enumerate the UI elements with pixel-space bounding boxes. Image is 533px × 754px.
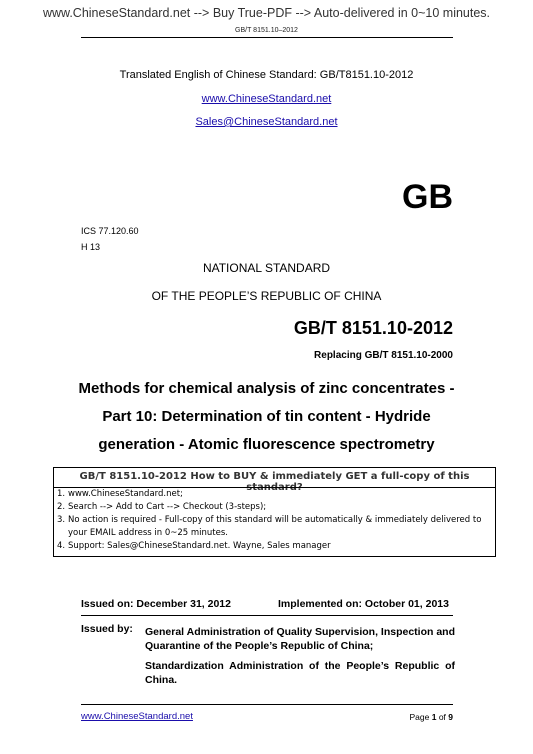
implemented-on-date: Implemented on: October 01, 2013 (278, 598, 449, 610)
email-link[interactable]: Sales@ChineseStandard.net (195, 116, 338, 128)
issuer-aqsiq: General Administration of Quality Supervision, Inspection and Quarantine of the People’s Republic of China; (145, 626, 455, 652)
buy-info-box (53, 467, 496, 557)
page-prefix: Page (409, 712, 432, 722)
ics-code: ICS 77.120.60 (81, 226, 139, 236)
list-item-number: 1. (57, 489, 66, 499)
issued-on-date: Issued on: December 31, 2012 (81, 598, 231, 610)
list-item (54, 488, 495, 501)
list-item (54, 540, 495, 553)
country-heading: OF THE PEOPLE’S REPUBLIC OF CHINA (151, 289, 382, 303)
list-item-text: Search --> Add to Cart --> Checkout (3-steps); (68, 502, 267, 512)
standard-number: GB/T 8151.10-2012 (293, 318, 453, 338)
national-standard-heading: NATIONAL STANDARD (202, 261, 331, 275)
document-title-line: Methods for chemical analysis of zinc concentrates - (78, 380, 455, 397)
footer-rule (81, 704, 453, 705)
page-total: 9 (448, 712, 453, 722)
footer-site-link[interactable]: www.ChineseStandard.net (81, 711, 193, 722)
classification-code: H 13 (81, 242, 101, 252)
document-title-line: generation - Atomic fluorescence spectrometry (98, 436, 435, 453)
dates-row (81, 598, 453, 614)
site-link[interactable]: www.ChineseStandard.net (201, 93, 332, 105)
top-banner: www.ChineseStandard.net --> Buy True-PDF --> Auto-delivered in 0~10 minutes. (42, 6, 491, 20)
buy-box-title: GB/T 8151.10-2012 How to BUY & immediately GET a full-copy of this standard? (79, 471, 470, 493)
list-item-number: 2. (57, 502, 66, 512)
dates-rule (81, 615, 453, 616)
issuer-sac: Standardization Administration of the People’s Republic of China. (145, 660, 455, 686)
issued-by-label: Issued by: (81, 623, 133, 635)
gb-logo: GB (402, 178, 453, 216)
page-number (410, 712, 454, 722)
header-rule (81, 37, 453, 38)
list-item-text: No action is required - Full-copy of this standard will be automatically & immediately delivered to your EMAIL address in 0~25 minutes. (68, 515, 482, 538)
list-item-number: 3. (57, 515, 66, 525)
list-item (54, 514, 495, 540)
replacing-note: Replacing GB/T 8151.10-2000 (314, 350, 453, 361)
translation-note: Translated English of Chinese Standard: GB/T8151.10-2012 (119, 69, 414, 81)
page-current: 1 (431, 712, 437, 722)
document-title-line: Part 10: Determination of tin content - Hydride (102, 408, 431, 425)
list-item-number: 4. (57, 541, 66, 551)
list-item (54, 501, 495, 514)
running-header: GB/T 8151.10–2012 (235, 27, 298, 34)
list-item-text: Support: Sales@ChineseStandard.net. Wayne, Sales manager (68, 541, 331, 551)
buy-step-site-link[interactable]: www.ChineseStandard.net; (68, 489, 183, 499)
page-middle: of (436, 712, 449, 722)
buy-steps-list (54, 487, 495, 553)
email-link-container (0, 116, 533, 128)
site-link-container (0, 93, 533, 105)
footer-link-container (81, 711, 193, 722)
